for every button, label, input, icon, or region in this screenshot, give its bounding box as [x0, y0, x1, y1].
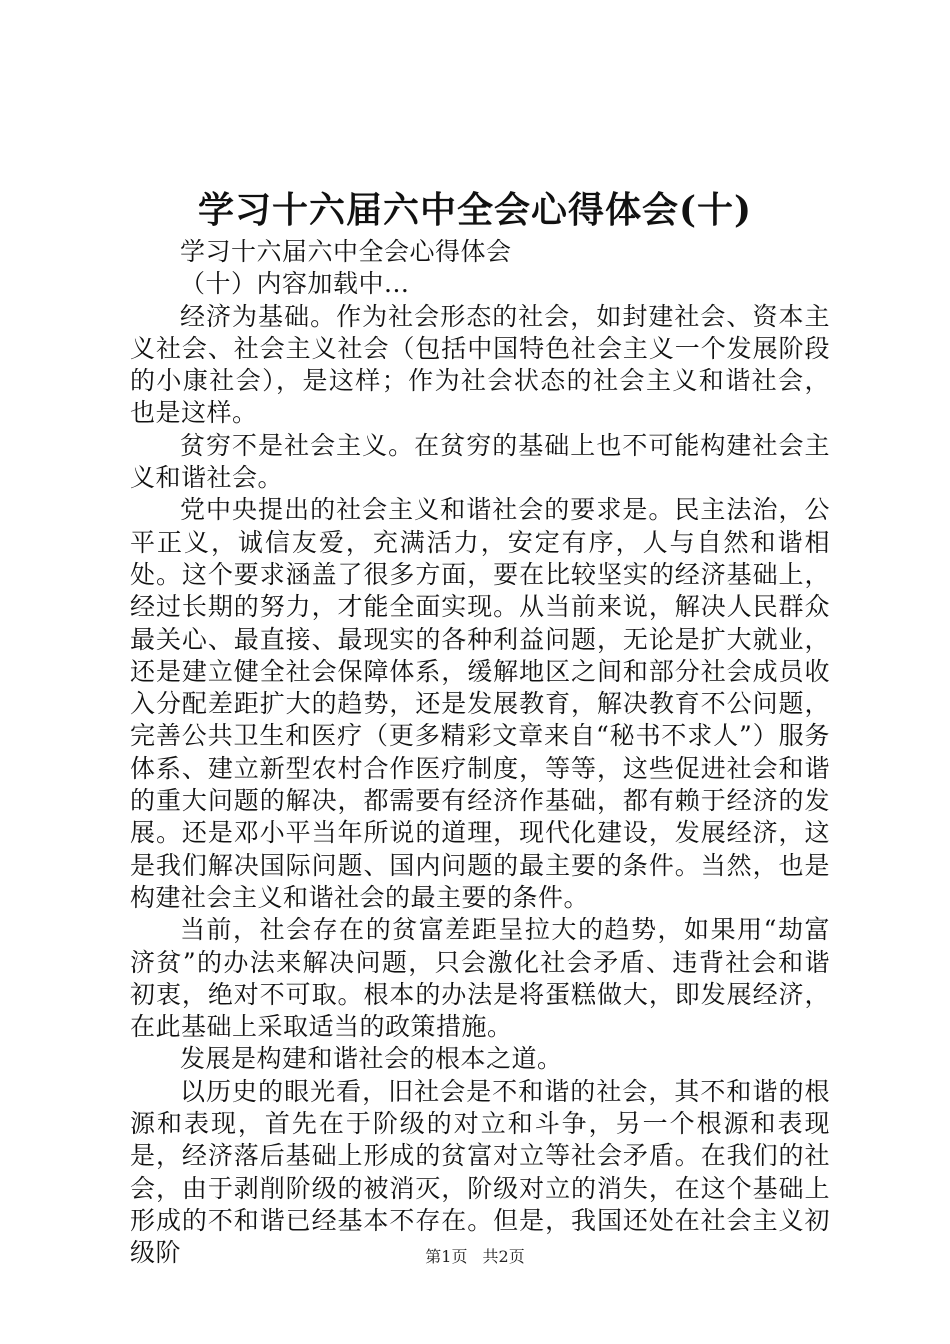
body-paragraph: 当前，社会存在的贫富差距呈拉大的趋势，如果用“劫富济贫”的办法来解决问题，只会激化社会矛盾、违背社会和谐初衷，绝对不可取。根本的办法是将蛋糕做大，即发展经济，在此基础上采取适当的政策措施。 — [130, 915, 830, 1042]
document-title: 学习十六届六中全会心得体会(十) — [197, 189, 753, 231]
body-paragraph: 经济为基础。作为社会形态的社会，如封建社会、资本主义社会、社会主义社会（包括中国特色社会主义一个发展阶段的小康社会），是这样；作为社会状态的社会主义和谐社会，也是这样。 — [130, 301, 830, 428]
body-paragraph: 发展是构建和谐社会的根本之道。 — [180, 1044, 563, 1074]
body-paragraph: 党中央提出的社会主义和谐社会的要求是。民主法治，公平正义，诚信友爱，充满活力，安定有序，人与自然和谐相处。这个要求涵盖了很多方面，要在比较坚实的经济基础上，经过长期的努力，才能全面实现。从当前来说，解决人民群众最关心、最直接、最现实的各种利益问题，无论是扩大就业，还是建立健全社会保障体系，缓解地区之间和部分社会成员收入分配差距扩大的趋势，还是发展教育，解决教育不公问题，完善公共卫生和医疗（更多精彩文章来自“秘书不求人”）服务体系、建立新型农村合作医疗制度，等等，这些促进社会和谐的重大问题的解决，都需要有经济作基础，都有赖于经济的发展。还是邓小平当年所说的道理，现代化建设，发展经济，这是我们解决国际问题、国内问题的最主要的条件。当然，也是构建社会主义和谐社会的最主要的条件。 — [130, 495, 830, 912]
body-paragraph: （十）内容加载中... — [180, 269, 410, 299]
body-paragraph: 贫穷不是社会主义。在贫穷的基础上也不可能构建社会主义和谐社会。 — [130, 430, 830, 493]
document-body — [130, 236, 830, 1270]
page-footer — [0, 1247, 950, 1267]
page-total: 共2页 — [482, 1247, 525, 1266]
body-paragraph: 学习十六届六中全会心得体会 — [180, 237, 512, 266]
page-number: 第1页 — [425, 1247, 468, 1266]
body-paragraph: 以历史的眼光看，旧社会是不和谐的社会，其不和谐的根源和表现，首先在于阶级的对立和斗争，另一个根源和表现是，经济落后基础上形成的贫富对立等社会矛盾。在我们的社会，由于剥削阶级的被消灭，阶级对立的消失，在这个基础上形成的不和谐已经基本不存在。但是，我国还处在社会主义初级阶 — [130, 1076, 830, 1268]
